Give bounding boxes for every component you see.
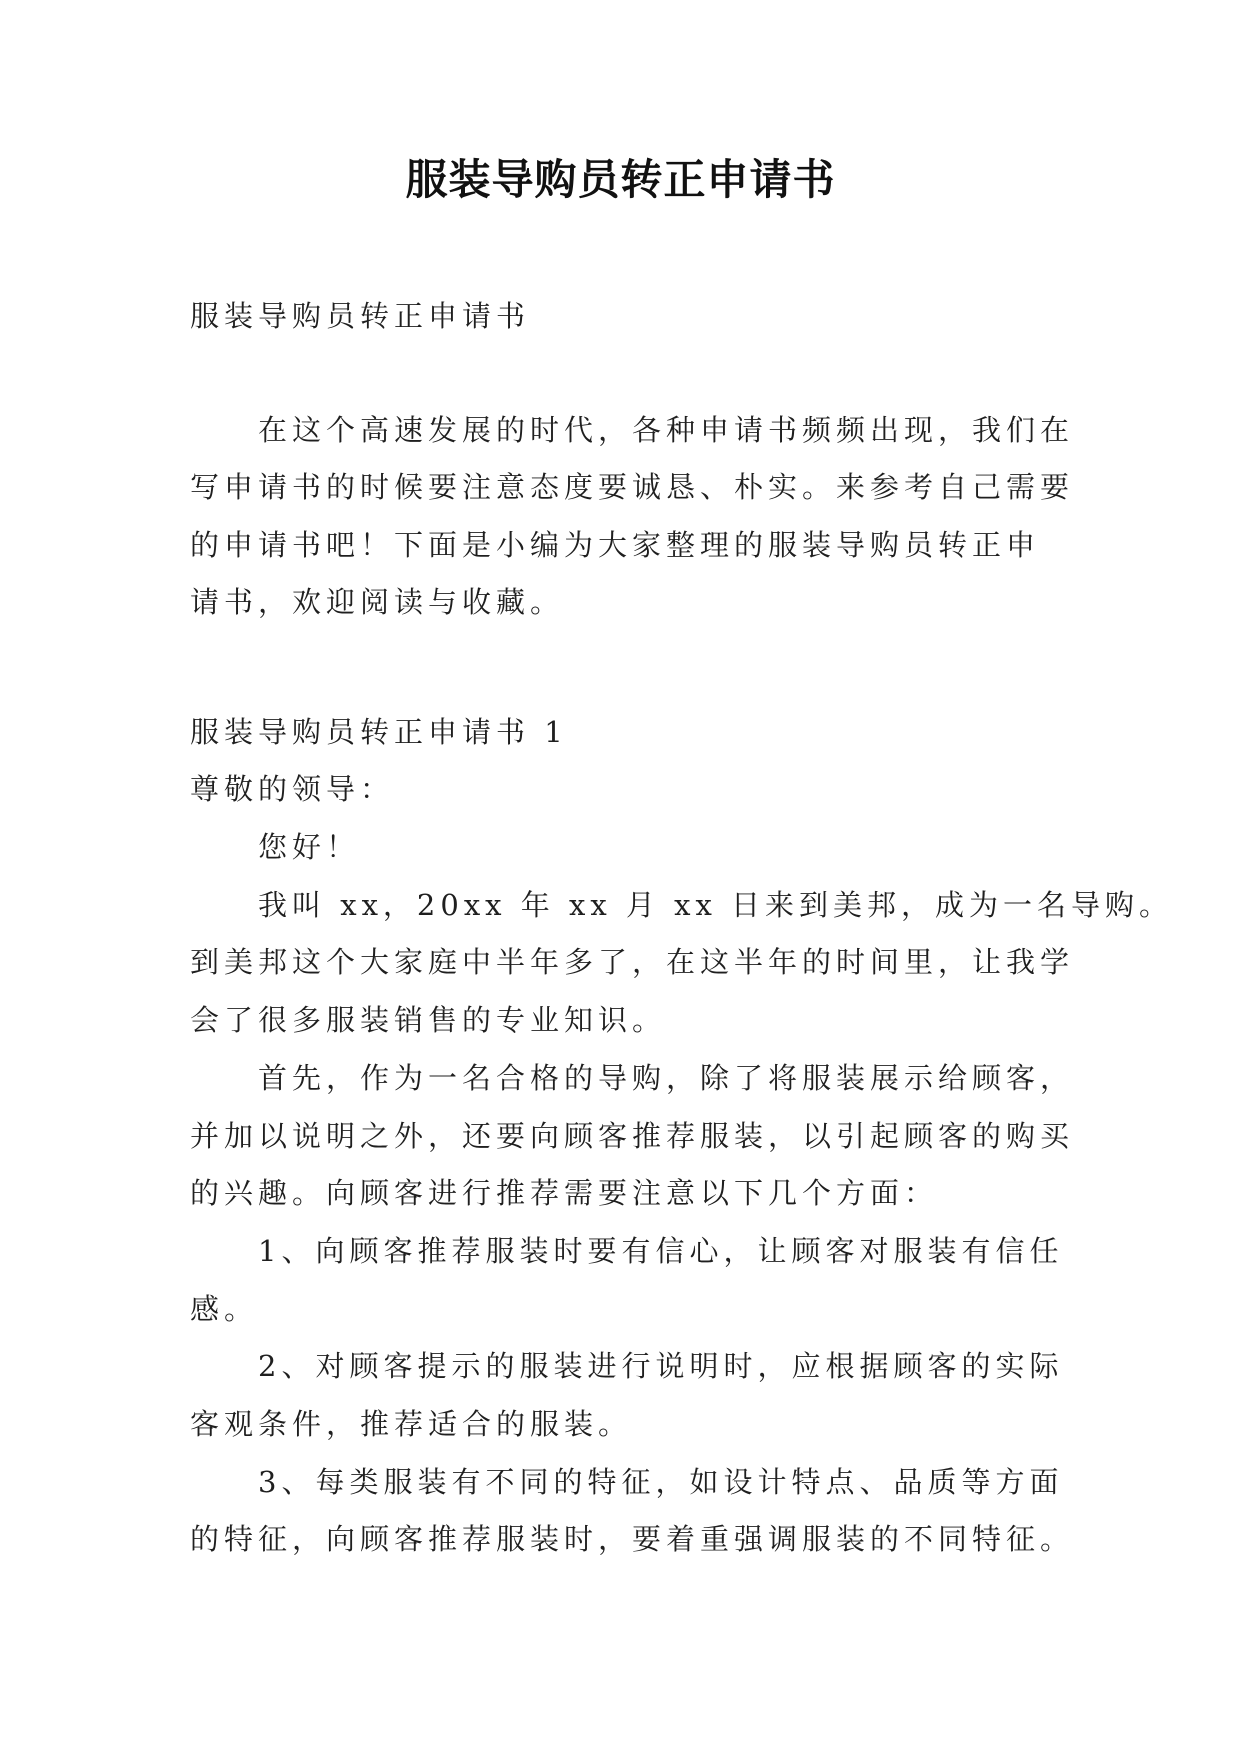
intro-line-4: 请书，欢迎阅读与收藏。 bbox=[190, 585, 565, 619]
greeting: 您好！ bbox=[258, 830, 361, 864]
body-line-7: 1、向顾客推荐服装时要有信心，让顾客对服装有信任 bbox=[258, 1234, 1064, 1268]
body-line-12: 的特征，向顾客推荐服装时，要着重强调服装的不同特征。 bbox=[190, 1522, 1075, 1556]
intro-line-1: 在这个高速发展的时代，各种申请书频频出现，我们在 bbox=[258, 413, 1075, 447]
section-heading: 服装导购员转正申请书 1 bbox=[190, 715, 568, 749]
document-subtitle: 服装导购员转正申请书 bbox=[190, 299, 531, 333]
body-line-6: 的兴趣。向顾客进行推荐需要注意以下几个方面： bbox=[190, 1176, 939, 1210]
body-line-10: 客观条件，推荐适合的服装。 bbox=[190, 1407, 633, 1441]
body-line-3: 会了很多服装销售的专业知识。 bbox=[190, 1003, 667, 1037]
intro-line-2: 写申请书的时候要注意态度要诚恳、朴实。来参考自己需要 bbox=[190, 470, 1075, 504]
body-line-1: 我叫 xx，20xx 年 xx 月 xx 日来到美邦，成为一名导购。 bbox=[258, 888, 1174, 922]
document-title: 服装导购员转正申请书 bbox=[405, 155, 836, 204]
body-line-5: 并加以说明之外，还要向顾客推荐服装，以引起顾客的购买 bbox=[190, 1119, 1075, 1153]
salutation: 尊敬的领导： bbox=[190, 772, 395, 806]
body-line-9: 2、对顾客提示的服装进行说明时，应根据顾客的实际 bbox=[258, 1349, 1064, 1383]
body-line-11: 3、每类服装有不同的特征，如设计特点、品质等方面 bbox=[258, 1465, 1064, 1499]
intro-line-3: 的申请书吧！下面是小编为大家整理的服装导购员转正申 bbox=[190, 528, 1041, 562]
body-line-2: 到美邦这个大家庭中半年多了，在这半年的时间里，让我学 bbox=[190, 945, 1075, 979]
body-line-4: 首先，作为一名合格的导购，除了将服装展示给顾客， bbox=[258, 1061, 1075, 1095]
body-line-8: 感。 bbox=[190, 1292, 259, 1326]
